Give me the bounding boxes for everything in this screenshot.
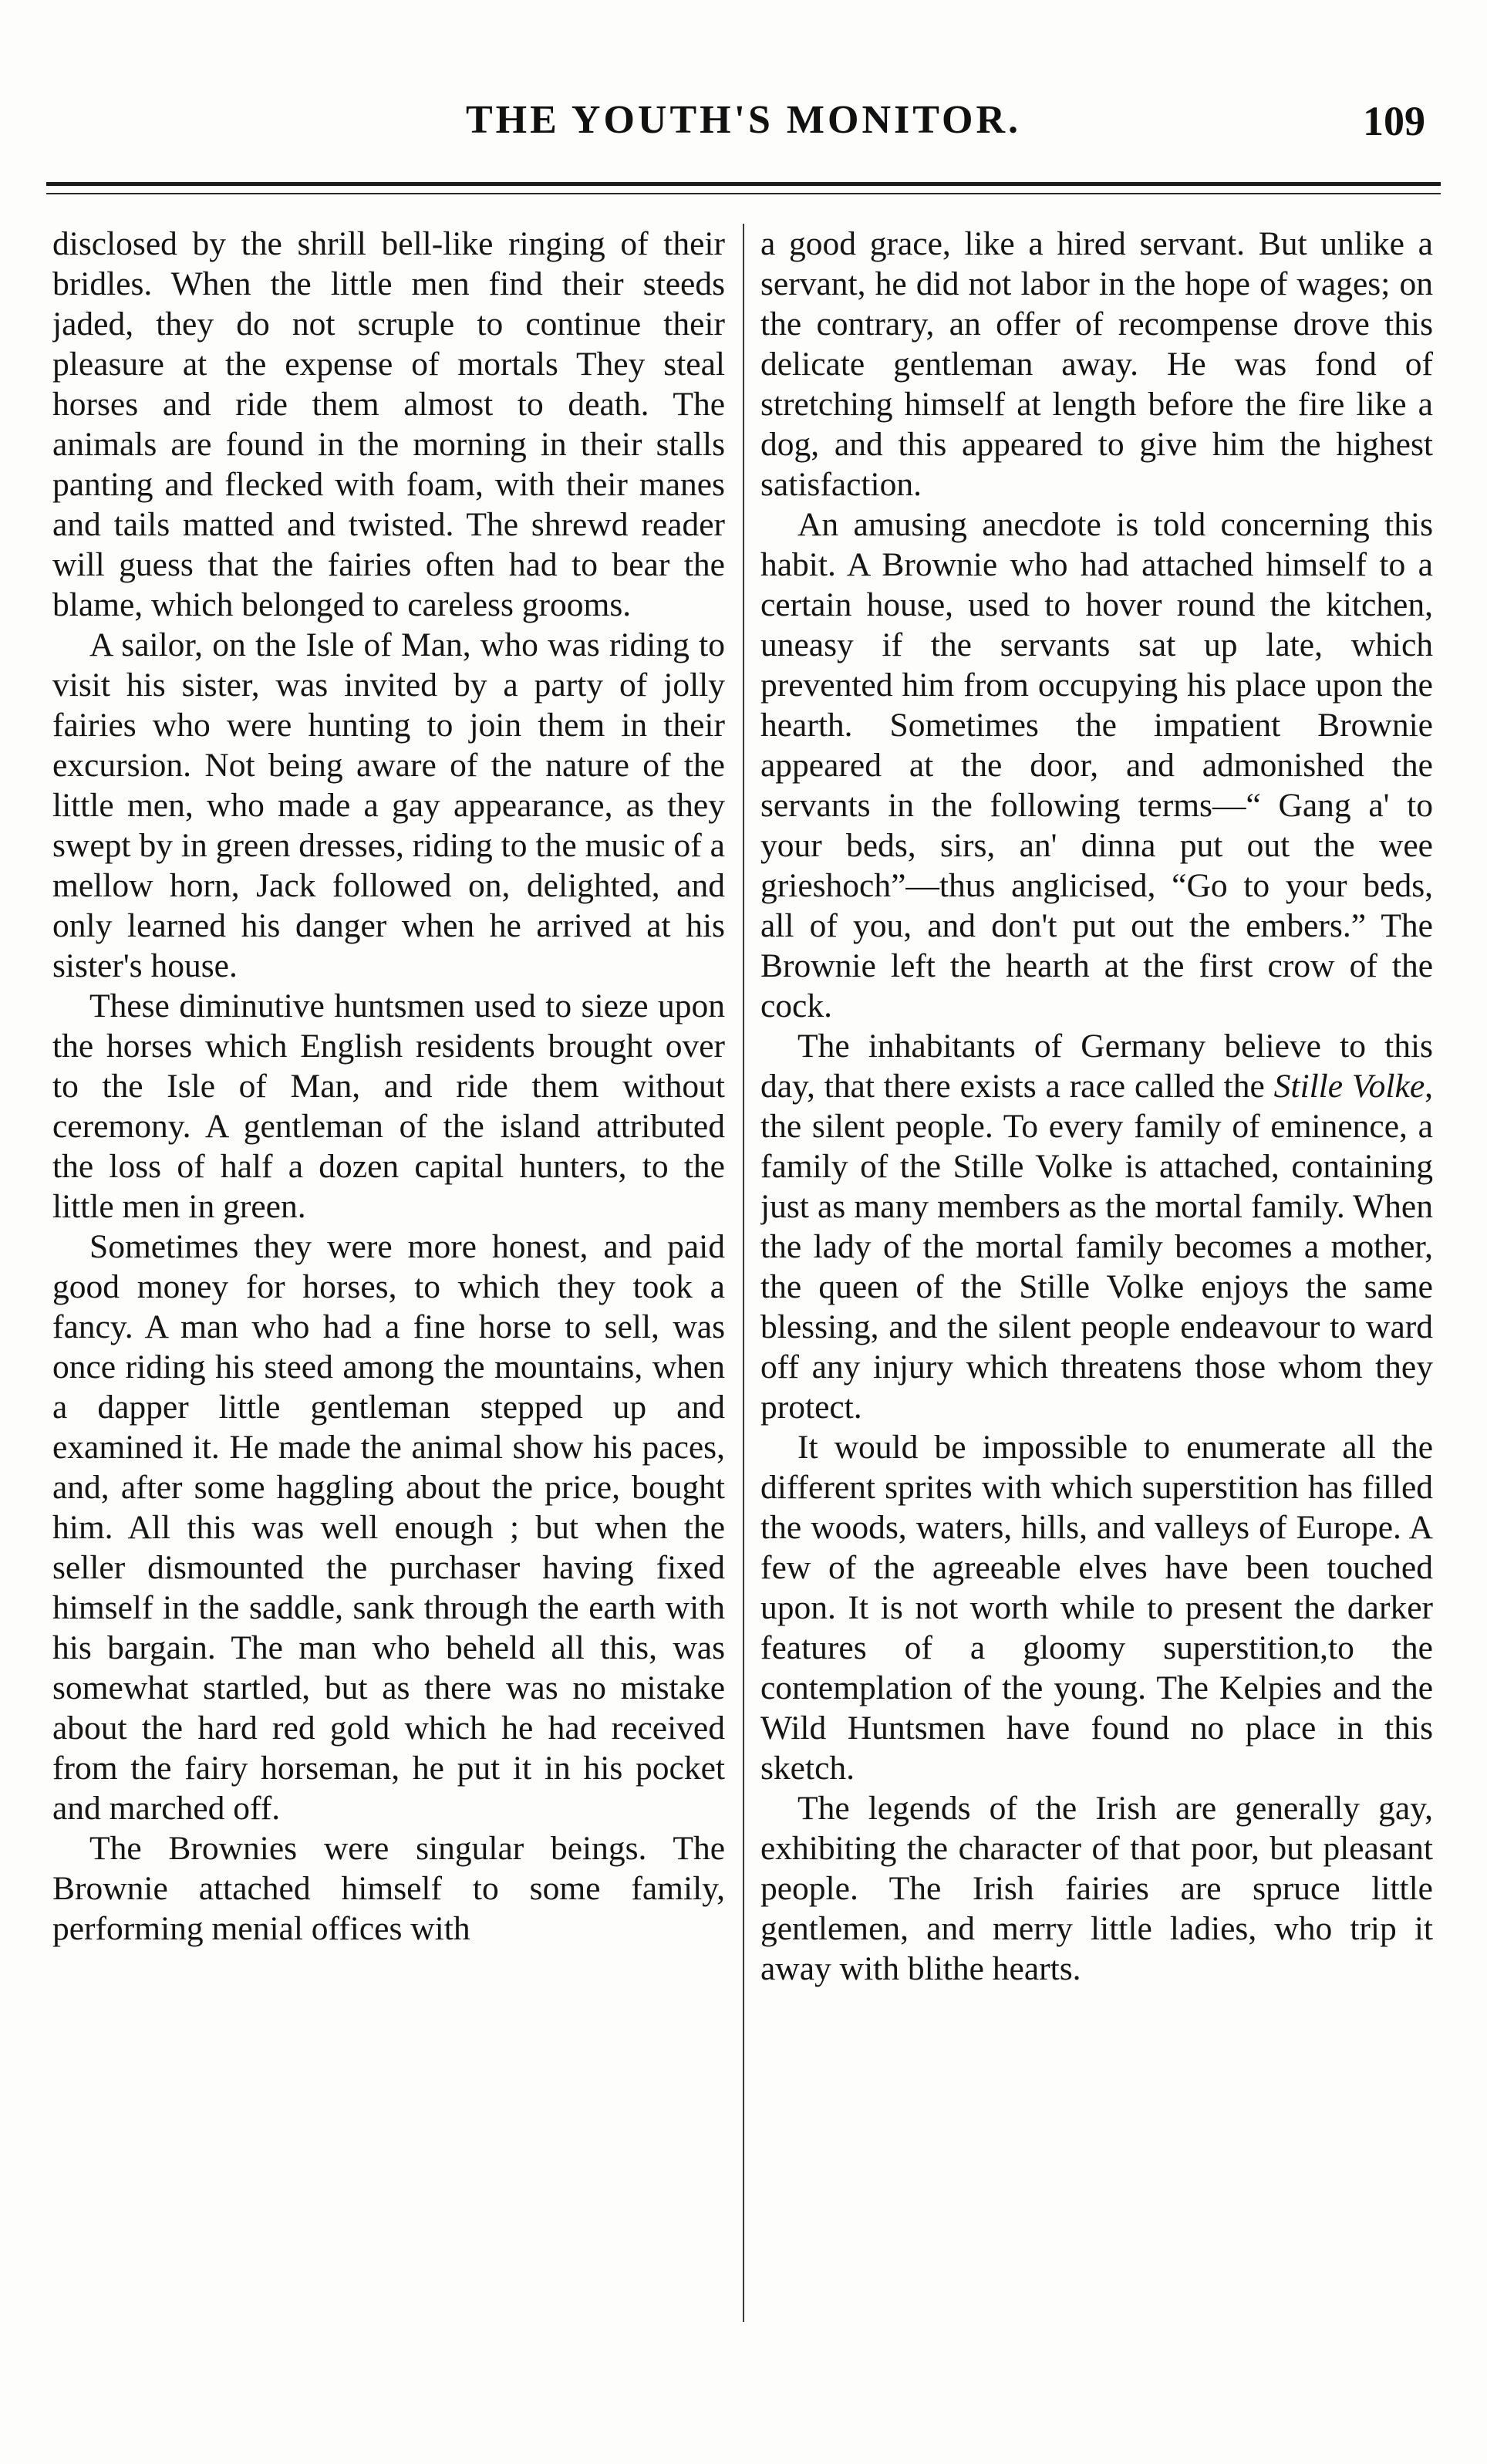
column-divider (743, 224, 744, 2322)
paragraph: disclosed by the shrill bell-like ringing of their bridles. When the little men find their steeds jaded, they do not scruple to continue their pleasure at the expense of mortals They steal horses and ride them almost to death. The animals are found in the morning in their stalls panting and flecked with foam, with their manes and tails matted and twisted. The shrewd reader will guess that the fairies often had to bear the blame, which belonged to careless grooms. (52, 225, 725, 623)
paragraph: A sailor, on the Isle of Man, who was riding to visit his sister, was invited by a party of jolly fairies who were hunting to join them in their excursion. Not being aware of the nature of the little men, who made a gay appearance, as they swept by in green dresses, riding to the music of a mellow horn, Jack followed on, delighted, and only learned his danger when he arrived at his sister's house. (52, 626, 725, 984)
header-rule-thick (46, 182, 1441, 186)
paragraph-text: The inhabitants of Germany believe to this day, that there exists a race called the (760, 1028, 1433, 1105)
paragraph-text: , the silent people. To every family of eminence, a family of the Stille Volke is attached, containing just as many members as the mortal family. When the lady of the mortal family becomes a mother, the queen of the Stille Volke enjoys the same blessing, and the silent people endeavour to ward off any injury which threatens those whom they protect. (760, 1068, 1433, 1426)
paragraph: It would be impossible to enumerate all the different sprites with which superstition has filled the woods, waters, hills, and valleys of Europe. A few of the agreeable elves have been touched upon. It is not worth while to present the darker features of a gloomy superstition,to the contemplation of the young. The Kelpies and the Wild Huntsmen have found no place in this sketch. (760, 1429, 1433, 1787)
page-header (46, 83, 1441, 168)
header-rule-thin (46, 193, 1441, 194)
italic-term: Stille Volke (1273, 1068, 1425, 1105)
paragraph: a good grace, like a hired servant. But unlike a servant, he did not labor in the hope of wages; on the contrary, an offer of recompense drove this delicate gentleman away. He was fond of stretching himself at length before the fire like a dog, and this appeared to give him the highest satisfaction. (760, 225, 1433, 503)
paragraph: These diminutive huntsmen used to sieze upon the horses which English residents brought over to the Isle of Man, and ride them without ceremony. A gentleman of the island attributed the loss of half a dozen capital hunters, to the little men in green. (52, 987, 725, 1225)
paragraph: An amusing anecdote is told concerning this habit. A Brownie who had attached himself to a certain house, used to hover round the kitchen, uneasy if the servants sat up late, which prevented him from occupying his place upon the hearth. Sometimes the impatient Brownie appeared at the door, and admonished the servants in the following terms—“ Gang a' to your beds, sirs, an' dinna put out the wee grieshoch”—thus anglicised, “Go to your beds, all of you, and don't put out the embers.” The Brownie left the hearth at the first crow of the cock. (760, 506, 1433, 1024)
running-title: THE YOUTH'S MONITOR. (466, 98, 1021, 142)
paragraph (760, 1026, 1433, 1427)
paragraph: Sometimes they were more honest, and paid good money for horses, to which they took a fancy. A man who had a fine horse to sell, was once riding his steed among the mountains, when a dapper little gentleman stepped up and examined it. He made the animal show his paces, and, after some haggling about the price, bought him. All this was well enough ; but when the seller dismounted the purchaser having fixed himself in the saddle, sank through the earth with his bargain. The man who beheld all this, was somewhat startled, but as there was no mistake about the hard red gold which he had received from the fairy horseman, he put it in his pocket and marched off. (52, 1228, 725, 1827)
right-column (760, 224, 1433, 2322)
left-column (52, 224, 725, 2322)
paragraph: The legends of the Irish are generally gay, exhibiting the character of that poor, but pleasant people. The Irish fairies are spruce little gentlemen, and merry little ladies, who trip it away with blithe hearts. (760, 1790, 1433, 1987)
paragraph: The Brownies were singular beings. The Brownie attached himself to some family, performing menial offices with (52, 1830, 725, 1947)
text-columns (52, 224, 1433, 2322)
page-number: 109 (1363, 98, 1425, 144)
